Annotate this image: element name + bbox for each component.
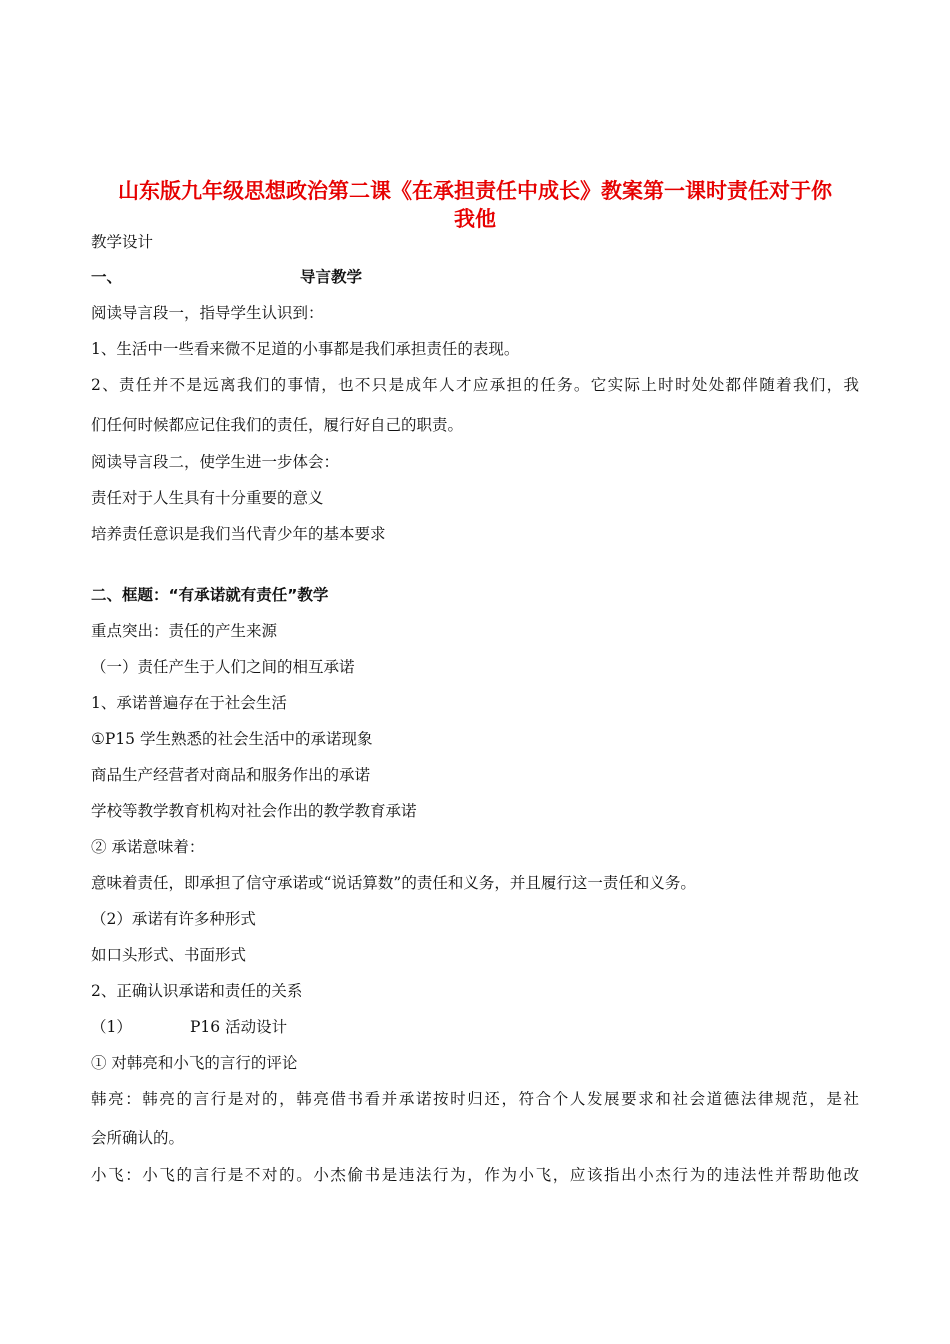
paragraph-line: （2）承诺有许多种形式	[91, 910, 256, 928]
document-title-line-1: 山东版九年级思想政治第二课《在承担责任中成长》教案第一课时责任对于你	[118, 179, 832, 203]
paragraph-line: 1、生活中一些看来微不足道的小事都是我们承担责任的表现。	[91, 340, 520, 358]
document-title-line-2: 我他	[454, 207, 496, 231]
paragraph-line: 阅读导言段二，使学生进一步体会：	[91, 453, 340, 471]
paragraph-line: 阅读导言段一，指导学生认识到：	[91, 304, 324, 322]
subtitle: 教学设计	[91, 233, 154, 251]
paragraph-line: 2、责任并不是远离我们的事情，也不只是成年人才应承担的任务。它实际上时时处处都伴随着我们，我	[91, 376, 859, 394]
section-2-heading: 二、框题：“有承诺就有责任”教学	[91, 586, 329, 604]
paragraph-line: ①P15 学生熟悉的社会生活中的承诺现象	[91, 730, 373, 748]
paragraph-line: ② 承诺意味着：	[91, 838, 205, 856]
paragraph-line: 如口头形式、书面形式	[91, 946, 247, 964]
paragraph-line: ① 对韩亮和小飞的言行的评论	[91, 1054, 298, 1072]
paragraph-line: 商品生产经营者对商品和服务作出的承诺	[91, 766, 371, 784]
paragraph-line: 们任何时候都应记住我们的责任，履行好自己的职责。	[91, 416, 464, 434]
paragraph-line: 意味着责任，即承担了信守承诺或“说话算数”的责任和义务，并且履行这一责任和义务。	[91, 874, 696, 892]
paragraph-line: 小飞：小飞的言行是不对的。小杰偷书是违法行为，作为小飞，应该指出小杰行为的违法性并帮助他改	[91, 1166, 859, 1184]
paragraph-line: （一）责任产生于人们之间的相互承诺	[91, 658, 355, 676]
paragraph-line: 责任对于人生具有十分重要的意义	[91, 489, 324, 507]
activity-text: P16 活动设计	[190, 1018, 288, 1036]
paragraph-line: 会所确认的。	[91, 1129, 185, 1147]
section-1-number: 一、	[91, 268, 123, 286]
paragraph-line: 2、正确认识承诺和责任的关系	[91, 982, 303, 1000]
paragraph-line: 1、承诺普遍存在于社会生活	[91, 694, 287, 712]
paragraph-line: 重点突出：责任的产生来源	[91, 622, 278, 640]
paragraph-line: 培养责任意识是我们当代青少年的基本要求	[91, 525, 386, 543]
paragraph-line: 学校等教学教育机构对社会作出的教学教育承诺	[91, 802, 417, 820]
paragraph-line: 韩亮：韩亮的言行是对的，韩亮借书看并承诺按时归还，符合个人发展要求和社会道德法律规范，是社	[91, 1090, 859, 1108]
activity-number: （1）	[91, 1018, 132, 1036]
section-1-heading: 导言教学	[300, 268, 363, 286]
